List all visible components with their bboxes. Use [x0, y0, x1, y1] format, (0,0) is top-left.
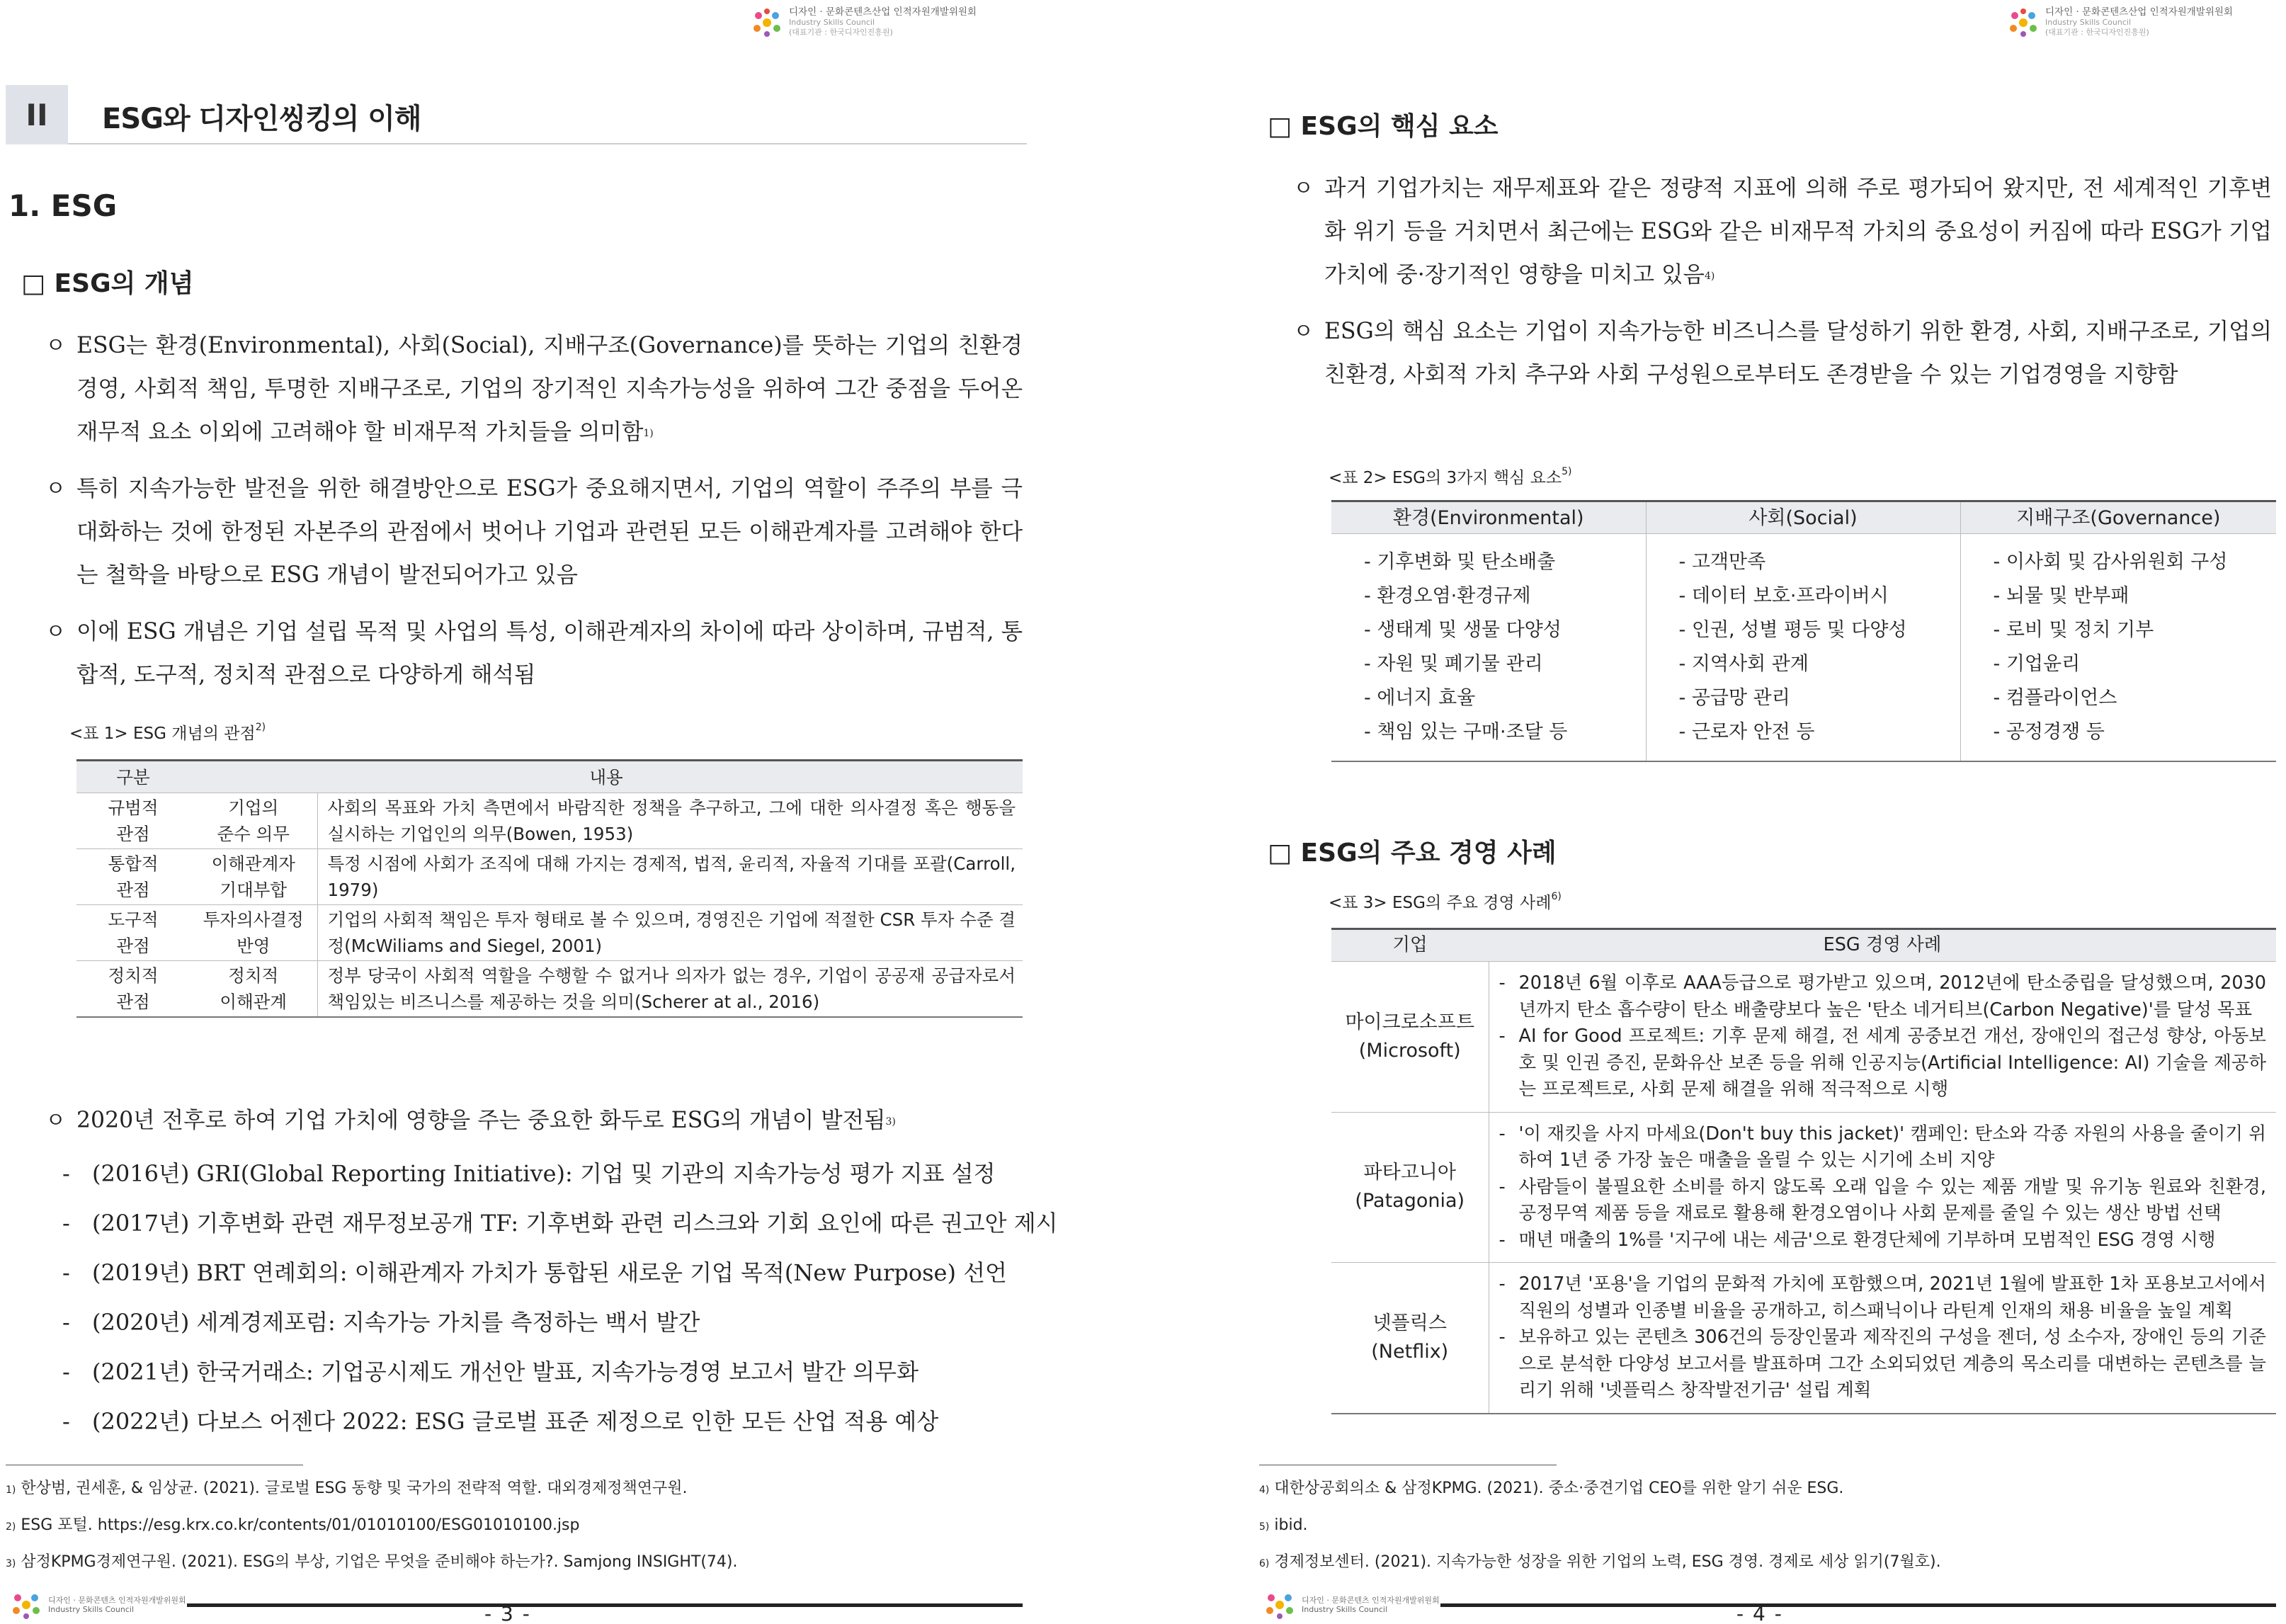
- table2-item: - 데이터 보호·프라이버시: [1678, 585, 1889, 607]
- table1-perspective: 정치적 관점: [76, 961, 190, 1018]
- table-row: [76, 961, 1023, 1018]
- table3-cases: [1489, 962, 2276, 1113]
- list-item-text: (2017년) 기후변화 관련 재무정보공개 TF: 기후변화 관련 리스크와 기회 요인에 따른 권고안 제시: [92, 1210, 1058, 1237]
- footer-org-en: Industry Skills Council: [1302, 1605, 1388, 1614]
- table2-item: - 지역사회 관계: [1678, 653, 1809, 675]
- footnote-number: 4): [1259, 1484, 1270, 1496]
- table2-item: - 기후변화 및 탄소배출: [1364, 551, 1556, 573]
- header-org: 디자인 · 문화콘텐츠산업 인적자원개발위원회: [789, 6, 977, 18]
- case-item: [1499, 1023, 2267, 1103]
- footer: [10, 1589, 186, 1620]
- paragraph-core-elements: ㅇ ESG의 핵심 요소는 기업이 지속가능한 비즈니스를 달성하기 위한 환경, 사회, 지배구조로, 기업의 친환경, 사회적 가치 추구와 사회 구성원으로부터도 존경받을 수 있는 기업경영을 지향함: [1293, 319, 2272, 387]
- footnote-number: 1): [6, 1484, 16, 1496]
- footer-org: 디자인 · 문화콘텐츠 인적자원개발위원회: [48, 1596, 186, 1605]
- dash-mark: -: [1499, 1123, 1506, 1145]
- table-row: [76, 793, 1023, 849]
- list-item-text: (2019년) BRT 연례회의: 이해관계자 가치가 통합된 새로운 기업 목적(New Purpose) 선언: [92, 1259, 1007, 1286]
- dash-mark: -: [62, 1259, 70, 1286]
- case-item-text: 2017년 '포용'을 기업의 문화적 가치에 포함했으며, 2021년 1월에 발표한 1차 포용보고서에서 직원의 성별과 인종별 비율을 공개하고, 히스패닉이나 라틴계 인재의 채용 비율을 높일 계획: [1518, 1273, 2266, 1322]
- table2-caption: <표 2> ESG의 3가지 핵심 요소$^{5)}$: [1329, 466, 1572, 487]
- dash-mark: -: [1499, 1327, 1506, 1348]
- table2-item: - 책임 있는 구매·조달 등: [1364, 721, 1568, 743]
- table1-aspect: 이해관계자 기대부합: [190, 849, 317, 905]
- table2-environmental-items: [1331, 534, 1646, 762]
- footnote: [6, 1507, 738, 1544]
- footnote-number: 3): [6, 1558, 16, 1569]
- list-item-text: (2021년) 한국거래소: 기업공시제도 개선안 발표, 지속가능경영 보고서 발간 의무화: [92, 1358, 919, 1385]
- table2-header-environmental: 환경(Environmental): [1331, 501, 1646, 534]
- table1-caption: <표 1> ESG 개념의 관점$^{2)}$: [69, 722, 266, 743]
- footnotes: [6, 1470, 738, 1581]
- subsection-concept: □ ESG의 개념: [21, 269, 194, 298]
- page-number: - 4 -: [1736, 1602, 1783, 1624]
- list-item: [62, 1198, 1058, 1248]
- table2-item: - 자원 및 폐기물 관리: [1364, 653, 1543, 675]
- header-org-en: Industry Skills Council: [2045, 18, 2132, 27]
- table2-governance-items: [1960, 534, 2276, 762]
- table3-company: 마이크로소프트 (Microsoft): [1331, 962, 1489, 1113]
- table2-item: - 공정경쟁 등: [1993, 721, 2105, 743]
- list-item: [62, 1347, 1027, 1397]
- table-row: [76, 905, 1023, 961]
- footnote-text: 대한상공회의소 & 삼정KPMG. (2021). 중소·중견기업 CEO를 위한 알기 쉬운 ESG.: [1274, 1480, 1844, 1497]
- footnote: [1259, 1470, 1941, 1507]
- footnote: [1259, 1507, 1941, 1544]
- footnote: [6, 1544, 738, 1581]
- paragraph-perspectives: ㅇ 이에 ESG 개념은 기업 설립 목적 및 사업의 특성, 이해관계자의 차이에 따라 상이하며, 규범적, 통합적, 도구적, 정치적 관점으로 다양하게 해석됨: [45, 619, 1023, 688]
- dash-mark: -: [1499, 1176, 1506, 1198]
- chapter-heading: [6, 85, 1027, 144]
- table2-item: - 생태계 및 생물 다양성: [1364, 619, 1562, 641]
- header-org-en: Industry Skills Council: [789, 18, 875, 27]
- list-item-text: (2016년) GRI(Global Reporting Initiative): 기업 및 기관의 지속가능성 평가 지표 설정: [92, 1160, 996, 1187]
- table-esg-perspectives: [76, 759, 1023, 1018]
- dash-mark: -: [62, 1210, 70, 1237]
- chapter-title: ESG와 디자인씽킹의 이해: [102, 103, 421, 135]
- list-item: [62, 1248, 1027, 1298]
- footer-rule: [187, 1603, 1023, 1607]
- dash-mark: -: [62, 1160, 70, 1187]
- header-org: 디자인 · 문화콘텐츠산업 인적자원개발위원회: [2045, 6, 2233, 18]
- table2-item: - 이사회 및 감사위원회 구성: [1993, 551, 2228, 573]
- table-row: [1331, 962, 2276, 1113]
- dash-mark: -: [1499, 1273, 1506, 1295]
- case-item-text: 보유하고 있는 콘텐츠 306건의 등장인물과 제작진의 구성을 젠더, 성 소수자, 장애인 등의 기준으로 분석한 다양성 보고서를 발표하며 그간 소외되었던 계층의 목소리를 대변하는 콘텐츠를 늘리기 위해 '넷플릭스 창작발전기금' 설립 계획: [1518, 1327, 2266, 1401]
- dash-mark: -: [1499, 1229, 1506, 1251]
- case-item: [1499, 1227, 2267, 1254]
- paragraph-esg-definition: ㅇ ESG는 환경(Environmental), 사회(Social), 지배구조(Governance)를 뜻하는 기업의 친환경 경영, 사회적 책임, 투명한 지배구조로, 기업의 장기적인 지속가능성을 위하여 그간 중점을 두어온 재무적 요소 이외에 고려해야 할 비재무적 가치들을 의미함$^{1)}$: [45, 333, 1023, 445]
- footnote-text: 경제정보센터. (2021). 지속가능한 성장을 위한 기업의 노력, ESG 경영. 경제로 세상 읽기(7월호).: [1274, 1553, 1941, 1571]
- table2-header-governance: 지배구조(Governance): [1960, 501, 2276, 534]
- table2-item: - 환경오염·환경규제: [1364, 585, 1531, 607]
- dash-mark: -: [62, 1309, 70, 1336]
- footnote-text: 한상범, 권세훈, & 임상균. (2021). 글로벌 ESG 동향 및 국가의 전략적 역할. 대외경제정책연구원.: [21, 1480, 688, 1497]
- section-title: 1. ESG: [8, 188, 118, 223]
- table-esg-cases: [1331, 928, 2276, 1414]
- case-item: [1499, 1271, 2267, 1324]
- dash-mark: -: [1499, 972, 1506, 994]
- list-item-text: (2020년) 세계경제포럼: 지속가능 가치를 측정하는 백서 발간: [92, 1309, 700, 1336]
- page-4: [1143, 0, 2286, 1624]
- table1-header-category: 구분: [76, 761, 190, 793]
- isc-logo-icon: [10, 1589, 42, 1620]
- table2-item: - 인권, 성별 평등 및 다양성: [1678, 619, 1907, 641]
- table2-social-items: [1646, 534, 1960, 762]
- footnote-text: 삼정KPMG경제연구원. (2021). ESG의 부상, 기업은 무엇을 준비해야 하는가?. Samjong INSIGHT(74).: [21, 1553, 738, 1571]
- header-logo: [2007, 7, 2233, 38]
- table2-item: - 에너지 효율: [1364, 687, 1476, 709]
- table1-description: 사회의 목표와 가치 측면에서 바람직한 정책을 추구하고, 그에 대한 의사결정 혹은 행동을 실시하는 기업인의 의무(Bowen, 1953): [317, 793, 1023, 849]
- footnote-number: 6): [1259, 1558, 1270, 1569]
- header-logo: [751, 7, 977, 38]
- isc-logo-icon: [1263, 1589, 1296, 1620]
- table3-header-company: 기업: [1331, 929, 1489, 962]
- footnote-text: ESG 포털. https://esg.krx.co.kr/contents/01/01010100/ESG01010100.jsp: [21, 1516, 580, 1534]
- isc-logo-icon: [2007, 7, 2040, 38]
- footnote-number: 5): [1259, 1521, 1270, 1533]
- case-item: [1499, 970, 2267, 1023]
- case-item-text: '이 재킷을 사지 마세요(Don't buy this jacket)' 캠페인: 탄소와 각종 자원의 사용을 줄이기 위하여 1년 중 가장 높은 매출을 올릴 수 있는 시기에 소비 지양: [1518, 1123, 2266, 1171]
- case-item: [1499, 1121, 2267, 1174]
- case-item: [1499, 1324, 2267, 1404]
- case-item-text: 매년 매출의 1%를 '지구에 내는 세금'으로 환경단체에 기부하며 모범적인 ESG 경영 시행: [1518, 1229, 2216, 1251]
- table2-item: - 고객만족: [1678, 551, 1766, 573]
- footnote: [1259, 1544, 1941, 1581]
- table3-company: 넷플릭스 (Netflix): [1331, 1263, 1489, 1414]
- footnote: [6, 1470, 738, 1507]
- footer: [1263, 1589, 1440, 1620]
- table1-description: 특정 시점에 사회가 조직에 대해 가지는 경제적, 법적, 윤리적, 자율적 기대를 포괄(Carroll, 1979): [317, 849, 1023, 905]
- dash-mark: -: [62, 1358, 70, 1385]
- case-item-text: AI for Good 프로젝트: 기후 문제 해결, 전 세계 공중보건 개선, 장애인의 접근성 향상, 아동보호 및 인권 증진, 문화유산 보존 등을 위해 인공지능(Artificial Intelligence: AI) 기술을 제공하는 프로젝트로, 사회 문제 해결을 위해 적극적으로 시행: [1518, 1026, 2266, 1100]
- list-item: [62, 1298, 1027, 1347]
- case-item-text: 2018년 6월 이후로 AAA등급으로 평가받고 있으며, 2012년에 탄소중립을 달성했으며, 2030년까지 탄소 흡수량이 탄소 배출량보다 높은 '탄소 네거티브(Carbon Negative)'를 달성 목표: [1518, 972, 2266, 1021]
- table2-item: - 근로자 안전 등: [1678, 721, 1815, 743]
- table2-item: - 로비 및 정치 기부: [1993, 619, 2154, 641]
- table3-caption: <표 3> ESG의 주요 경영 사례$^{6)}$: [1329, 891, 1562, 912]
- case-item: [1499, 1174, 2267, 1227]
- dash-mark: -: [1499, 1026, 1506, 1047]
- table1-description: 정부 당국이 사회적 역할을 수행할 수 없거나 의자가 없는 경우, 기업이 공공재 공급자로서 책임있는 비즈니스를 제공하는 것을 의미(Scherer at al., 2016): [317, 961, 1023, 1018]
- header-org-sub: (대표기관 : 한국디자인진흥원): [2045, 28, 2149, 37]
- table2-item: - 뇌물 및 반부패: [1993, 585, 2129, 607]
- table3-cases: [1489, 1263, 2276, 1414]
- table1-aspect: 투자의사결정 반영: [190, 905, 317, 961]
- footnote-text: ibid.: [1274, 1516, 1308, 1534]
- header-org-sub: (대표기관 : 한국디자인진흥원): [789, 28, 893, 37]
- list-item: [62, 1397, 1027, 1446]
- table1-perspective: 도구적 관점: [76, 905, 190, 961]
- page-number: - 3 -: [484, 1602, 531, 1624]
- list-item: [62, 1149, 1027, 1198]
- table3-cases: [1489, 1112, 2276, 1263]
- list-item-text: (2022년) 다보스 어젠다 2022: ESG 글로벌 표준 제정으로 인한 모든 산업 적용 예상: [92, 1408, 939, 1435]
- table-row: [1331, 1112, 2276, 1263]
- paragraph-sustainability: ㅇ 특히 지속가능한 발전을 위한 해결방안으로 ESG가 중요해지면서, 기업의 역할이 주주의 부를 극대화하는 것에 한정된 자본주의 관점에서 벗어나 기업과 관련된 모든 이해관계자를 고려해야 한다는 철학을 바탕으로 ESG 개념이 발전되어가고 있음: [45, 476, 1023, 588]
- table1-header-content: 내용: [190, 761, 1023, 793]
- table2-header-social: 사회(Social): [1646, 501, 1960, 534]
- table3-header-cases: ESG 경영 사례: [1489, 929, 2276, 962]
- footnotes: [1259, 1470, 1941, 1581]
- table1-aspect: 정치적 이해관계: [190, 961, 317, 1018]
- table1-perspective: 통합적 관점: [76, 849, 190, 905]
- table1-aspect: 기업의 준수 의무: [190, 793, 317, 849]
- footer-rule: [1440, 1603, 2276, 1607]
- table-esg-core-elements: [1331, 500, 2276, 762]
- table1-description: 기업의 사회적 책임은 투자 형태로 볼 수 있으며, 경영진은 기업에 적절한 CSR 투자 수준 결정(McWiliams and Siegel, 2001): [317, 905, 1023, 961]
- chapter-number: II: [6, 85, 68, 144]
- isc-logo-icon: [751, 7, 783, 38]
- footer-org: 디자인 · 문화콘텐츠 인적자원개발위원회: [1302, 1596, 1440, 1605]
- table2-item: - 컴플라이언스: [1993, 687, 2117, 709]
- table3-company: 파타고니아 (Patagonia): [1331, 1112, 1489, 1263]
- table-row: [1331, 1263, 2276, 1414]
- subsection-core-elements: □ ESG의 핵심 요소: [1268, 112, 1499, 141]
- footer-org-en: Industry Skills Council: [48, 1605, 135, 1614]
- paragraph-esg-evolution: ㅇ 2020년 전후로 하여 기업 가치에 영향을 주는 중요한 화두로 ESG의 개념이 발전됨$^{3)}$: [45, 1108, 896, 1133]
- table2-item: - 공급망 관리: [1678, 687, 1790, 709]
- esg-timeline-list: [62, 1149, 1058, 1446]
- paragraph-corporate-value: ㅇ 과거 기업가치는 재무제표와 같은 정량적 지표에 의해 주로 평가되어 왔지만, 전 세계적인 기후변화 위기 등을 거치면서 최근에는 ESG와 같은 비재무적 가치의 중요성이 커짐에 따라 ESG가 기업가치에 중·장기적인 영향을 미치고 있음$^{4)}$: [1293, 176, 2272, 288]
- case-item-text: 사람들이 불필요한 소비를 하지 않도록 오래 입을 수 있는 제품 개발 및 유기농 원료와 친환경, 공정무역 제품 등을 재료로 활용해 환경오염이나 사회 문제를 줄일 수 있는 생산 방법 선택: [1518, 1176, 2266, 1224]
- table1-perspective: 규범적 관점: [76, 793, 190, 849]
- dash-mark: -: [62, 1408, 70, 1435]
- table2-item: - 기업윤리: [1993, 653, 2081, 675]
- table-row: [76, 849, 1023, 905]
- footnote-number: 2): [6, 1521, 16, 1533]
- subsection-cases: □ ESG의 주요 경영 사례: [1268, 839, 1557, 868]
